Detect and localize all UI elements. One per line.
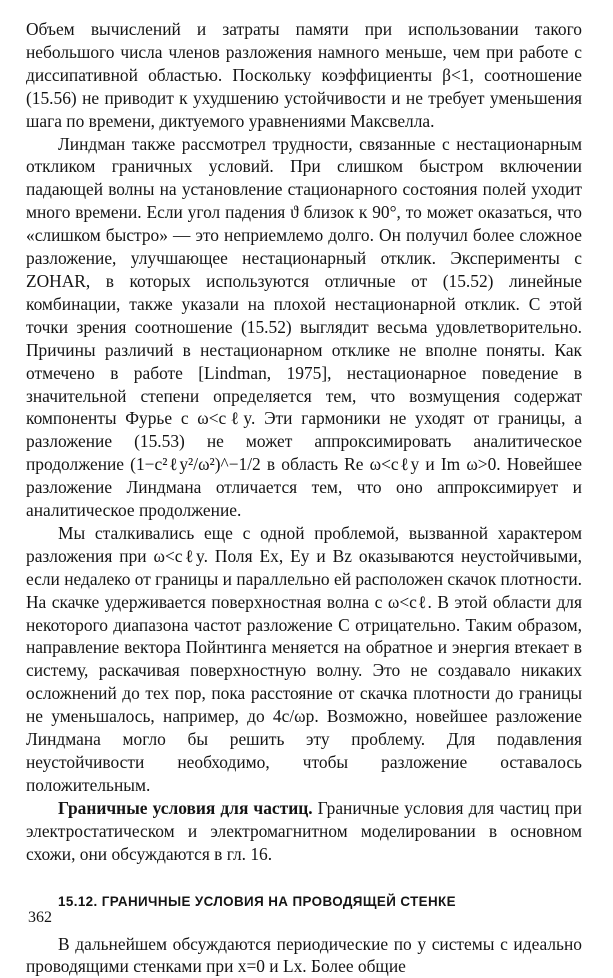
paragraph-2: Линдман также рассмотрел трудности, связанные с нестационарным откликом граничных условий. При слишком быстром включении падающей волны на установление стационарного состояния полей уходит много времени. Если угол падения ϑ близок к 90°, то может оказаться, что «слишком быстро» — это неприемлемо долго. Он получил более сложное разложение, улучшающее нестационарный отклик. Эксперименты с ZOHAR, в которых используются отличные от (15.52) линейные комбинации, также указали на плохой нестационарной отклик. С этой точки зрения соотношение (15.52) выглядит весьма удовлетворительно. Причины различий в нестационарном отклике не вполне поняты. Как отмечено в работе [Lindman, 1975], нестационарное поведение в значительной степени определяется тем, что возмущения содержат компоненты Фурье с ω<cℓy. Эти гармоники не уходят от границы, а разложение (15.53) не может аппроксимировать аналитическое продолжение (1−c²ℓy²/ω²)^−1/2 в область Re ω<cℓy и Im ω>0. Новейшее разложение Линдмана отличается тем, что оно аппроксимирует и аналитическое продолжение. [26, 133, 582, 521]
paragraph-3: Мы сталкивались еще с одной проблемой, вызванной характером разложения при ω<cℓy. Поля Ex, Ey и Bz оказываются неустойчивыми, если недалеко от границы и параллельно ей расположен скачок плотности. На скачке удерживается поверхностная волна с ω<cℓ. В этой области для некоторого диапазона частот разложение C отрицательно. Таким образом, направление вектора Пойнтинга меняется на обратное и энергия втекает в систему, раскачивая поверхностную волну. Это не создавало никаких осложнений до тех пор, пока расстояние от скачка плотности до границы не уменьшалось, например, до 4c/ωp. Возможно, новейшее разложение Линдмана могло бы решить эту проблему. Для подавления неустойчивости необходимо, чтобы разложение оставалось положительным. [26, 522, 582, 795]
page-body [26, 18, 582, 978]
section-heading: 15.12. ГРАНИЧНЫЕ УСЛОВИЯ НА ПРОВОДЯЩЕЙ СТЕНКЕ [58, 893, 456, 909]
paragraph-4-lead: Граничные условия для частиц. [58, 797, 313, 818]
paragraph-1: Объем вычислений и затраты памяти при использовании такого небольшого числа членов разложения намного меньше, чем при работе с диссипативной областью. Поскольку коэффициенты β<1, соотношение (15.56) не приводит к ухудшению устойчивости и не требует уменьшения шага по времени, диктуемого уравнениями Максвелла. [26, 19, 582, 131]
paragraph-4-text: Граничные условия для частиц при электростатическом и электромагнитном моделировании в основном схожи, они обсуждаются в гл. 16. [26, 797, 582, 864]
page-number: 362 [28, 909, 52, 926]
paragraph-4 [26, 797, 582, 866]
paragraph-5: В дальнейшем обсуждаются периодические по y системы с идеально проводящими стенками при x=0 и Lx. Более общие [26, 933, 582, 977]
